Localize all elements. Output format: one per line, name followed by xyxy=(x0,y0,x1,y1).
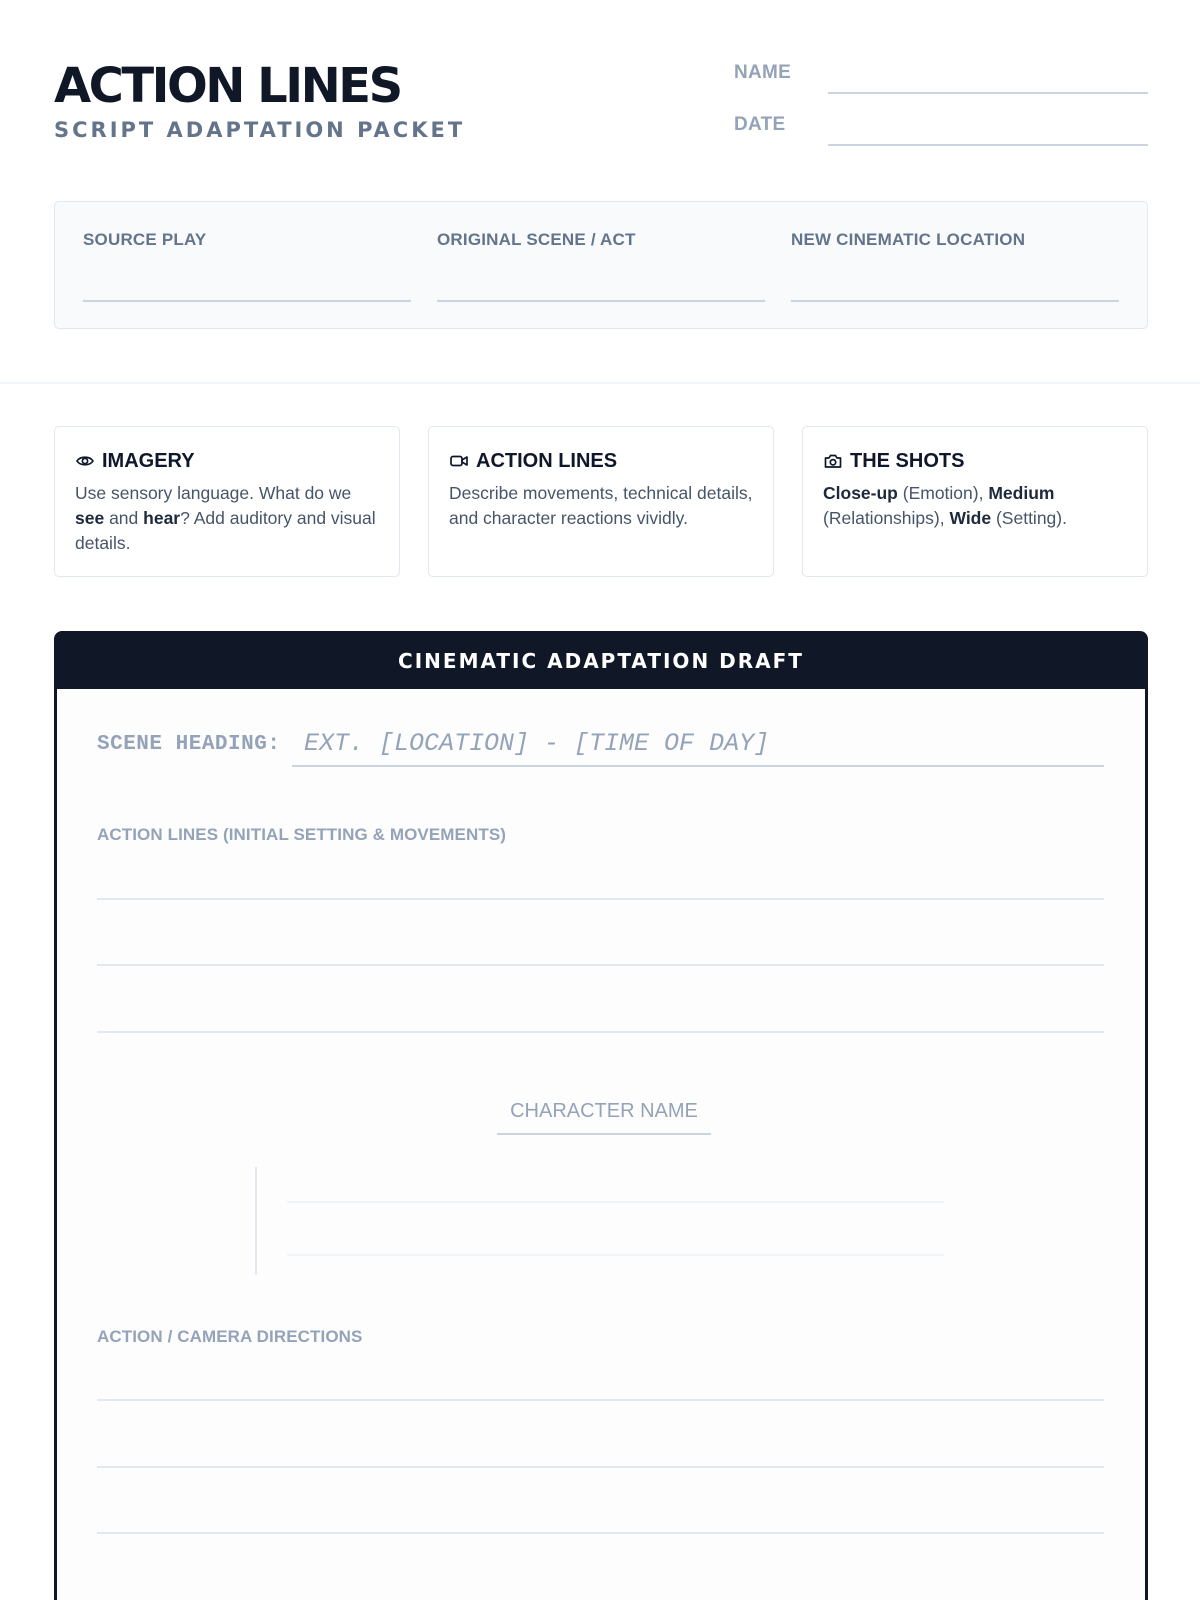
new-location-group xyxy=(791,230,1119,300)
camera-line-2[interactable] xyxy=(97,1466,1104,1468)
eye-icon xyxy=(75,451,95,471)
original-scene-label: ORIGINAL SCENE / ACT xyxy=(437,230,636,249)
page-header xyxy=(54,54,1148,154)
source-play-label: SOURCE PLAY xyxy=(83,230,207,249)
date-label: DATE xyxy=(734,114,786,135)
tip-card-shots xyxy=(802,426,1148,577)
tip-title-action-lines: ACTION LINES xyxy=(476,449,618,472)
draft-title: CINEMATIC ADAPTATION DRAFT xyxy=(57,634,1145,689)
dialogue-line-1[interactable] xyxy=(287,1201,944,1203)
camera-line-1[interactable] xyxy=(97,1399,1104,1401)
source-info-panel xyxy=(54,201,1148,329)
draft-body xyxy=(57,689,1145,1600)
name-label: NAME xyxy=(734,62,792,83)
date-row xyxy=(734,106,1148,146)
action-line-1[interactable] xyxy=(97,898,1104,900)
dialogue-bracket xyxy=(255,1167,257,1275)
action-line-2[interactable] xyxy=(97,964,1104,966)
original-scene-field[interactable] xyxy=(437,300,765,302)
tip-text-imagery: Use sensory language. What do we see and hear? Add auditory and visual details. xyxy=(75,483,376,553)
action-line-3[interactable] xyxy=(97,1031,1104,1033)
tip-card-imagery xyxy=(54,426,400,577)
tip-title-imagery: IMAGERY xyxy=(102,449,195,472)
tip-card-action-lines xyxy=(428,426,774,577)
new-location-field[interactable] xyxy=(791,300,1119,302)
character-name-input[interactable]: CHARACTER NAME xyxy=(497,1091,711,1135)
dialogue-line-2[interactable] xyxy=(287,1254,944,1256)
action-lines-label: ACTION LINES (INITIAL SETTING & MOVEMENTS) xyxy=(97,825,507,844)
original-scene-group xyxy=(437,230,765,300)
date-field[interactable] xyxy=(828,144,1148,146)
source-play-group xyxy=(83,230,411,300)
new-location-label: NEW CINEMATIC LOCATION xyxy=(791,230,1026,249)
tip-text-shots: Close-up (Emotion), Medium (Relationships), Wide (Setting). xyxy=(823,483,1067,528)
scene-heading-label: SCENE HEADING: xyxy=(97,733,281,756)
name-field[interactable] xyxy=(828,92,1148,94)
page-subtitle: SCRIPT ADAPTATION PACKET xyxy=(54,118,466,142)
camera-icon xyxy=(823,451,843,471)
video-camera-icon xyxy=(449,451,469,471)
adaptation-draft-panel xyxy=(54,631,1148,1600)
tip-text-action-lines: Describe movements, technical details, and character reactions vividly. xyxy=(449,483,753,528)
section-divider xyxy=(0,382,1200,384)
camera-line-3[interactable] xyxy=(97,1532,1104,1534)
scene-heading-input[interactable]: EXT. [LOCATION] - [TIME OF DAY] xyxy=(292,723,1104,767)
camera-directions-label: ACTION / CAMERA DIRECTIONS xyxy=(97,1327,363,1346)
page-title: ACTION LINES xyxy=(54,58,401,114)
name-row xyxy=(734,54,1148,94)
tip-title-shots: THE SHOTS xyxy=(850,449,965,472)
source-play-field[interactable] xyxy=(83,300,411,302)
